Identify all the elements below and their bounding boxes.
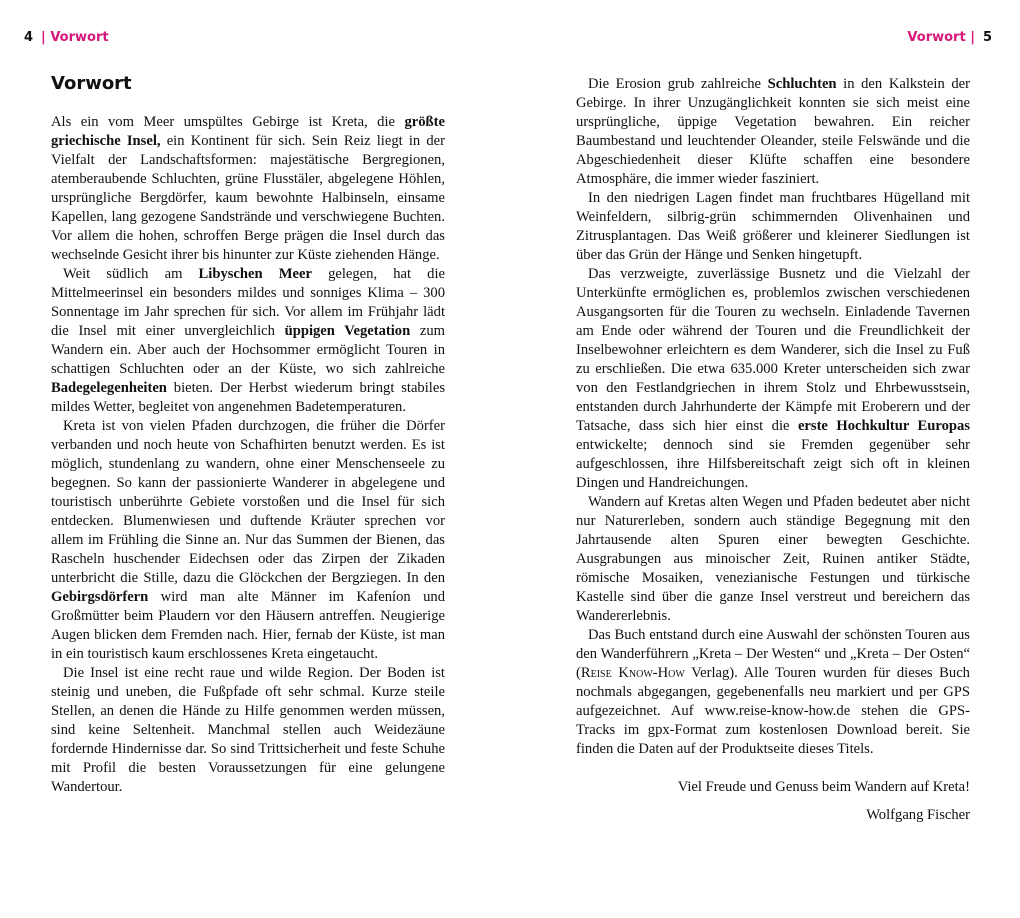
publisher-name: Reise Know-How (580, 665, 685, 681)
section-label: Vorwort | (907, 30, 975, 45)
right-page (510, 0, 1020, 918)
emphasis: üppigen Vegetation (284, 323, 411, 339)
paragraph: Weit südlich am Libyschen Meer gelegen, hat die Mittelmeerinsel ein besonders mildes und sonniges Klima – 300 Sonnentage im Jahr sprechen für sich. Vor allem im Frühjahr lädt die Insel mit einer unvergleichlich üppigen Vegetation zum Wandern ein. Aber auch der Hochsommer ermöglicht Touren in schattigen Schluchten oder an der Küste, wo sich zahlreiche Badegelegenheiten bieten. Der Herbst wiederum bringt stabiles mildes Wetter, begleitet von angenehmen Badetemperaturen. (51, 266, 445, 415)
emphasis: größte griechische Insel, (51, 114, 445, 149)
left-text-column (51, 72, 445, 797)
emphasis: Libyschen Meer (198, 266, 312, 282)
page-number: 5 (982, 30, 992, 45)
emphasis: Badegelegenheiten (51, 380, 167, 396)
paragraph: Als ein vom Meer umspültes Gebirge ist Kreta, die größte griechische Insel, ein Kontinent für sich. Sein Reiz liegt in der Vielfalt der Landschaftsformen: majestätische Bergregionen, atemberaubende Schluchten, grüne Flusstäler, abgelegene Höhlen, ursprüngliche Bergdörfer, kaum bewohnte Halbinseln, einsame Kapellen, lang gezogene Sandstrände und verschwiegene Buchten. Vor allem die hohen, schroffen Berge prägen die Insel durch das wechselnde Gesicht ihrer bis hinunter zur Küste ziehenden Hänge. (51, 114, 445, 263)
emphasis: Schluchten (767, 76, 837, 92)
emphasis: erste Hochkultur Europas (797, 418, 970, 434)
paragraph: Die Erosion grub zahlreiche Schluchten in den Kalkstein der Gebirge. In ihrer Unzugänglichkeit konnten sie sich meist eine ursprüngliche, üppige Vegetation bewahren. Ein reicher Baumbestand und leuchtender Oleander, steile Felswände und die Abgeschiedenheit dieser Klüfte schaffen eine besondere Atmosphäre, die immer wieder fasziniert. (576, 76, 970, 187)
running-head-left (24, 30, 109, 45)
paragraph: Kreta ist von vielen Pfaden durchzogen, die früher die Dörfer verbanden und noch heute von Schafhirten benutzt werden. Es ist möglich, stundenlang zu wandern, ohne einer Menschenseele zu begegnen. So kann der passionierte Wanderer in abgelegene und touristisch unberührte Gebiete vorstoßen und die Insel für sich entdecken. Blumenwiesen und duftende Kräuter sprechen vor allem im Frühling die Sinne an. Nur das Summen der Bienen, das Rascheln huschender Eidechsen oder das Zirpen der Zikaden unterbricht die Stille, dazu die Glöckchen der Bergziegen. In den Gebirgsdörfern wird man alte Männer im Kafeníon und Großmütter beim Plaudern vor den Häusern antreffen. Neugierige Augen blicken dem Fremden nach. Hier, fernab der Küste, ist man in ein touristisch kaum erschlossenes Kreta eingetaucht. (51, 418, 445, 662)
right-text-column (576, 75, 970, 825)
chapter-title: Vorwort (51, 73, 132, 94)
paragraph: Das verzweigte, zuverlässige Busnetz und die Vielzahl der Unterkünfte ermöglichen es, problemlos zwischen verschiedenen Ausgangsorten für die Touren zu wechseln. Einladende Tavernen am Ende oder während der Touren und die Freundlichkeit der Inselbewohner erleichtern es dem Wanderer, sich die Insel zu Fuß zu erschließen. Die etwa 635.000 Kreter unterscheiden sich zwar von den Festlandgriechen in ihrem Stolz und Ehrbewusstsein, entstanden durch Jahrhunderte der Kämpfe mit Eroberern und der Tatsache, dass sich hier einst die erste Hochkultur Europas entwickelte; dennoch sind sie Fremden gegenüber sehr aufgeschlossen, ihre Hilfsbereitschaft zeigt sich oft in kleinen Dingen und Handreichungen. (576, 266, 970, 491)
running-head-right (907, 30, 992, 45)
paragraph: Die Insel ist eine recht raue und wilde Region. Der Boden ist steinig und uneben, die Fußpfade oft sehr schmal. Kurze steile Stellen, an denen die Hände zu Hilfe genommen werden müssen, sind keine Seltenheit. Manchmal stellen auch Weidezäune fordernde Hindernisse dar. So sind Trittsicherheit und feste Schuhe mit Profil die besten Voraussetzungen für eine gelungene Wandertour. (51, 665, 445, 795)
paragraph: Das Buch entstand durch eine Auswahl der schönsten Touren aus den Wanderführern „Kreta – Der Westen“ und „Kreta – Der Osten“ (Reise Know-How Verlag). Alle Touren wurden für dieses Buch nochmals abgegangen, gegebenenfalls neu markiert und per GPS aufgezeichnet. Auf www.reise-know-how.de stehen die GPS-Tracks im gpx-Format zum kostenlosen Download bereit. Sie finden die Daten auf der Produktseite dieses Titels. (576, 627, 970, 757)
author-signature: Wolfgang Fischer (866, 807, 970, 823)
section-label: | Vorwort (41, 30, 109, 45)
closing-line: Viel Freude und Genuss beim Wandern auf Kreta! (677, 779, 970, 795)
paragraph: Wandern auf Kretas alten Wegen und Pfaden bedeutet aber nicht nur Naturerleben, sondern auch ständige Begegnung mit den Jahrtausende alten Spuren einer bewegten Geschichte. Ausgrabungen aus minoischer Zeit, Ruinen antiker Städte, römische Mosaiken, venezianische Festungen und türkische Kastelle sind über die ganze Insel verstreut und bereichern das Wandererlebnis. (576, 494, 970, 624)
paragraph: In den niedrigen Lagen findet man fruchtbares Hügelland mit Weinfeldern, silbrig-grün schimmernden Olivenhainen und Zitrusplantagen. Das Weiß größerer und kleinerer Siedlungen ist über das Grün der Hänge und Senken hingetupft. (576, 190, 970, 263)
page-number: 4 (24, 30, 34, 45)
emphasis: Gebirgsdörfern (51, 589, 149, 605)
